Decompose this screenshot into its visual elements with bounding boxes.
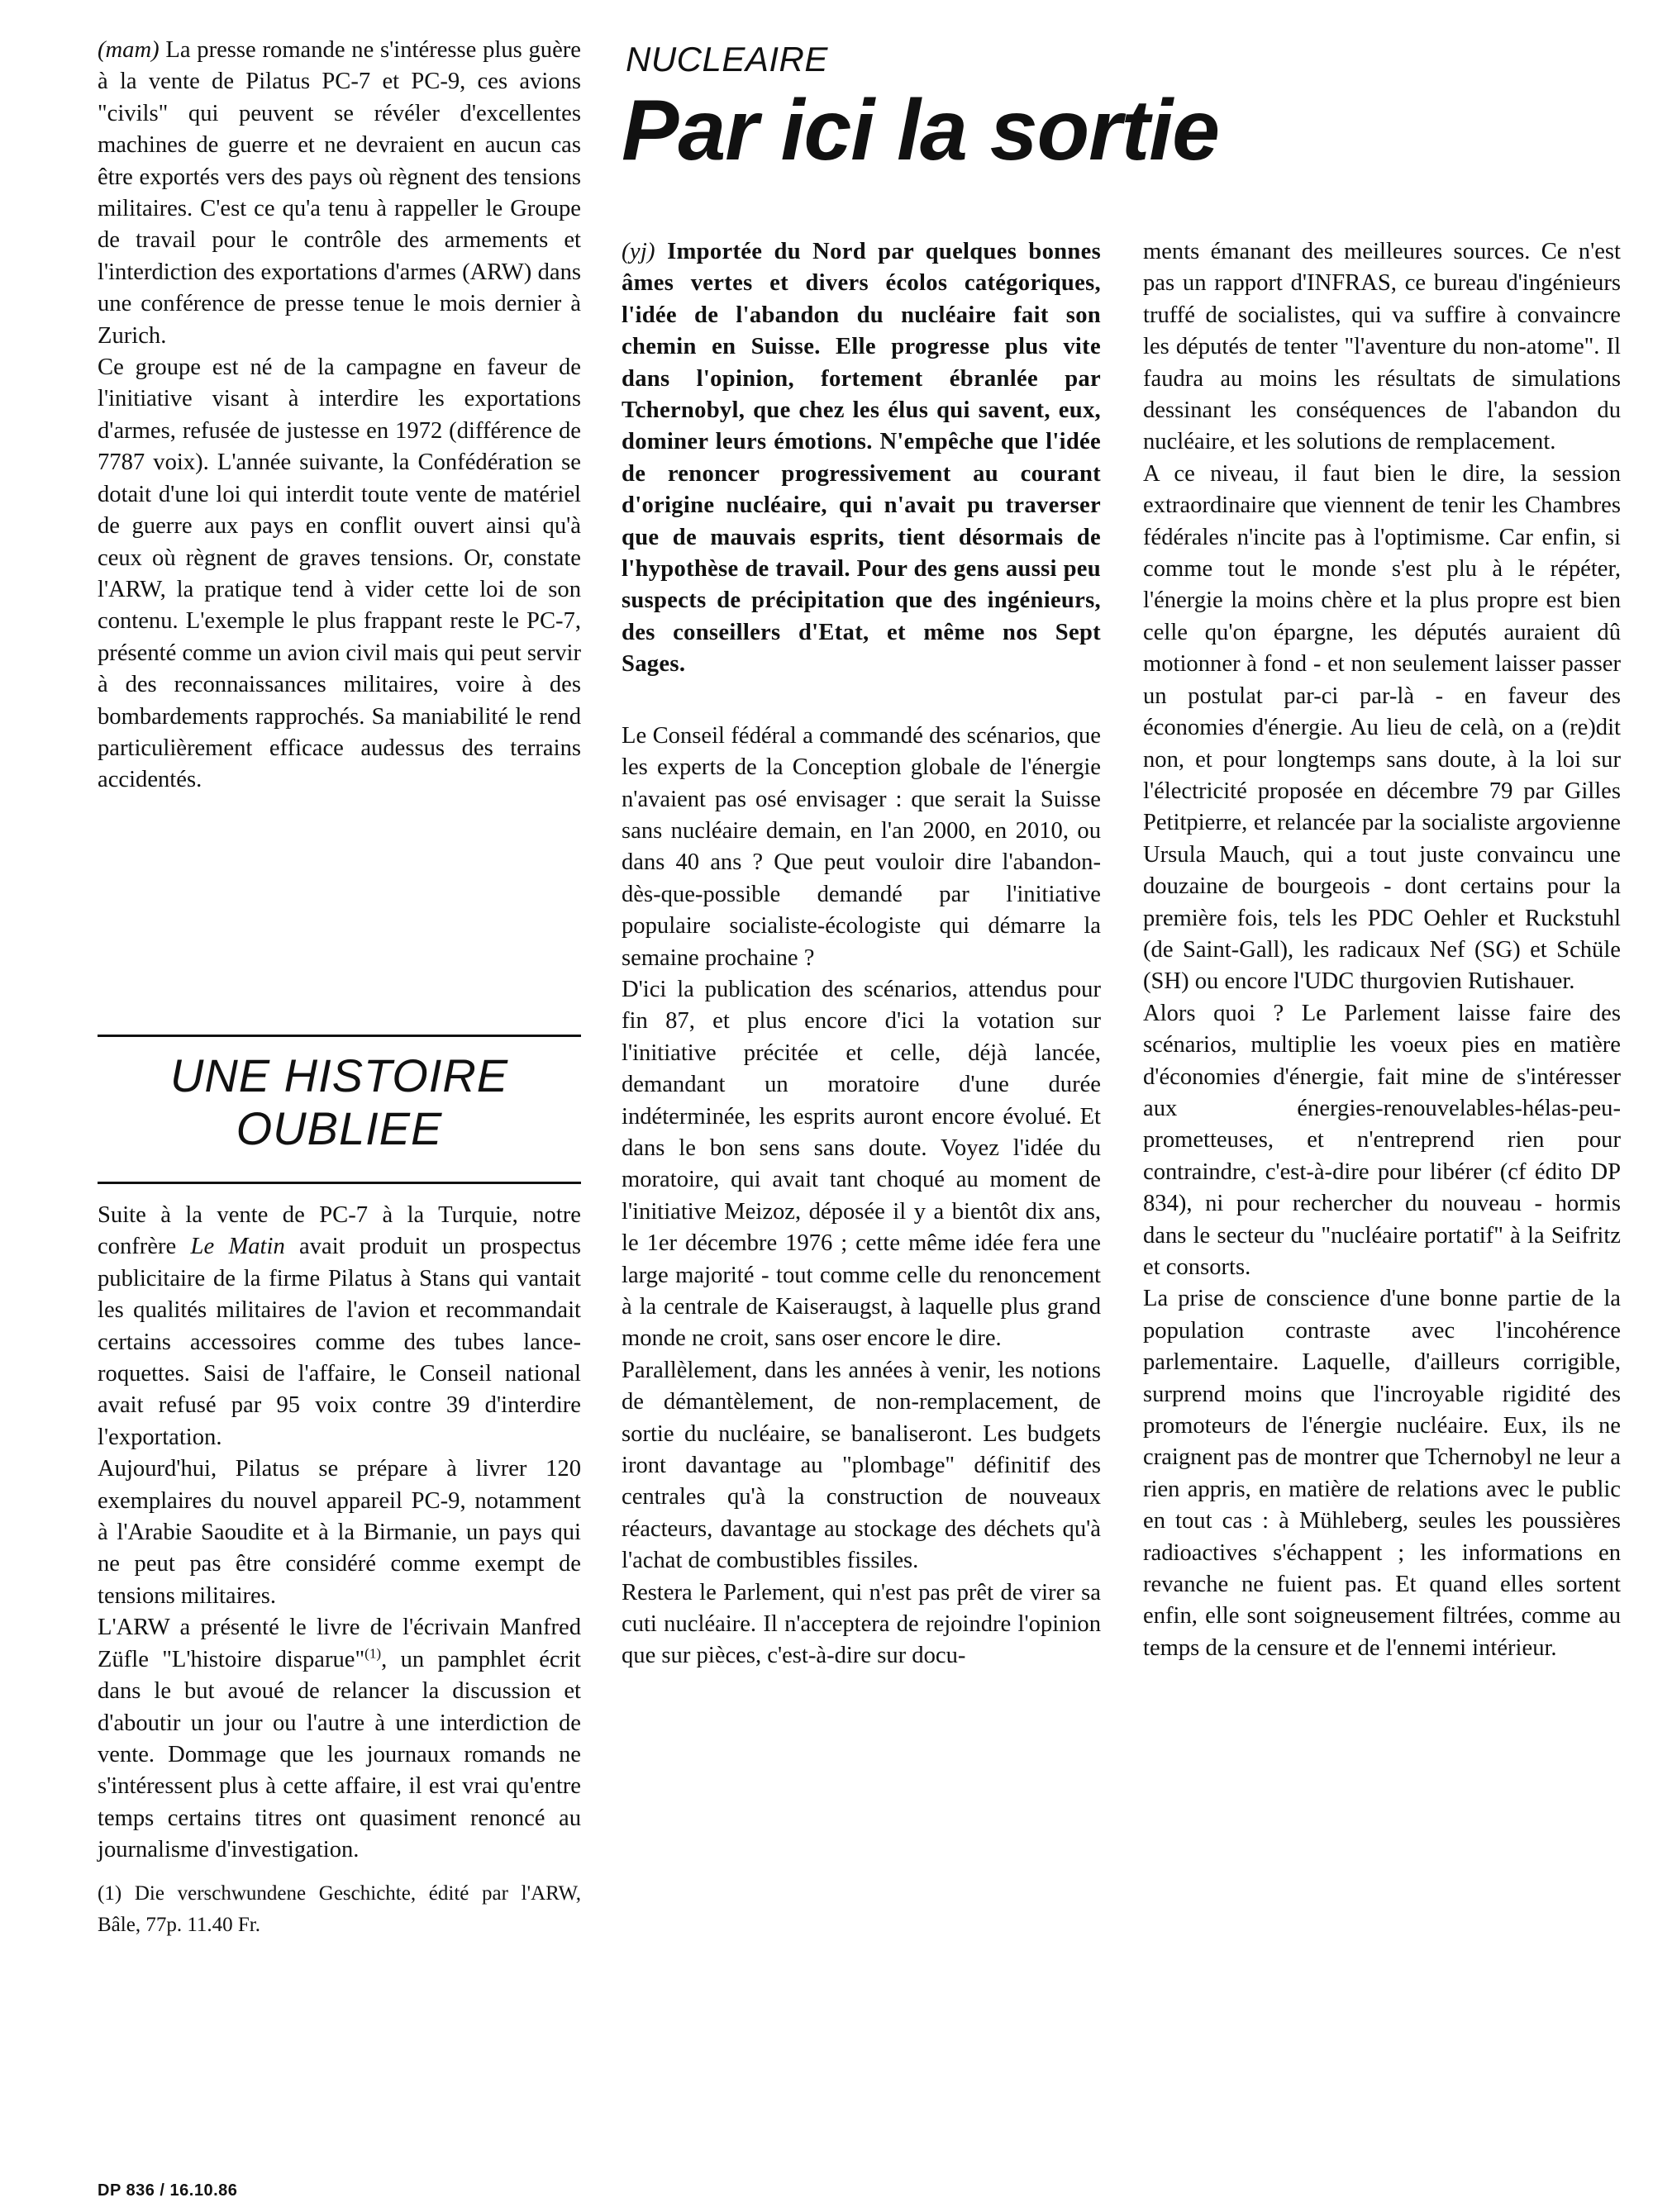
main-paragraph: Parallèlement, dans les années à venir, les notions de démantèlement, de non-remplacement, de sortie du nucléaire, se banaliseront. Les budgets iront davantage au "plombage" définitif des centrales qu'à la construction de nouveaux réacteurs, davantage au stockage des déchets qu'à l'achat de combustibles fissiles. [622, 1357, 1101, 1574]
left-article [98, 35, 581, 797]
box-paragraph: Aujourd'hui, Pilatus se prépare à livrer 120 exemplaires du nouvel appareil PC-9, notamment à l'Arabie Saoudite et à la Birmanie, un pays qui ne peut pas être considéré comme exempt de tensions militaires. [98, 1456, 581, 1609]
main-column-2 [1143, 236, 1621, 1664]
box-paragraph: Suite à la vente de PC-7 à la Turquie, notre confrère Le Matin avait produit un prospectus publicitaire de la firme Pilatus à Stans qui vantait les qualités militaires de l'avion et recommandait certains accessoires comme des tubes lance-roquettes. Saisi de l'affaire, le Conseil national avait refusé par 95 voix contre 39 d'interdire l'exportation. [98, 1202, 581, 1450]
main-paragraph: ments émanant des meilleures sources. Ce n'est pas un rapport d'INFRAS, ce bureau d'ingénieurs truffé de socialistes, qui va suffire à convaincre les députés de tenter "l'aventure du non-atome". Il faudra au moins les résultats de simulations dessinant les conséquences de l'abandon du nucléaire, et les solutions de remplacement. [1143, 239, 1621, 455]
box-title: UNE HISTOIRE OUBLIEE [169, 1049, 509, 1154]
lead-paragraph: (yj) Importée du Nord par quelques bonnes âmes vertes et divers écolos catégoriques, l'idée de l'abandon du nucléaire fait son chemin en Suisse. Elle progresse plus vite dans l'opinion, fortement ébranlée par Tchernobyl, que chez les élus qui savent, eux, dominer leurs émotions. N'empêche que l'idée de renoncer progressivement au courant d'origine nucléaire, qui n'avait pu traverser que de mauvais esprits, tient désormais de l'hypothèse de travail. Pour des gens aussi peu suspects de précipitation que des ingénieurs, des conseillers d'Etat, et même nos Sept Sages. [622, 239, 1101, 678]
main-paragraph: A ce niveau, il faut bien le dire, la session extraordinaire que viennent de tenir les Chambres fédérales n'incite pas à l'optimisme. Car enfin, si comme tout le monde s'est plu à le répéter, l'énergie la moins chère et la plus propre est bien celle qu'on épargne, les députés auraient dû motionner à fond - et non seulement laisser passer un postulat par-ci par-là - en faveur des économies d'énergie. Au lieu de celà, on a (re)dit non, et pour longtemps sans doute, à la loi sur l'électricité proposée en décembre 79 par Gilles Petitpierre, et relancée par la socialiste argovienne Ursula Mauch, qui a tout juste convaincu une douzaine de bourgeois - dont certains pour la première fois, tels les PDC Oehler et Ruckstuhl (de Saint-Gall), les radicaux Nef (SG) et Schüle (SH) ou encore l'UDC thurgovien Rutishauer. [1143, 460, 1621, 995]
footnote: (1) Die verschwundene Geschichte, édité par l'ARW, Bâle, 77p. 11.40 Fr. [98, 1881, 581, 1936]
box-paragraph: L'ARW a présenté le livre de l'écrivain Manfred Züfle "L'histoire disparue"$^{(1)}$, un pamphlet écrit dans le but avoué de relancer la discussion et d'aboutir un jour ou l'autre à une interdiction de vente. Dommage que les journaux romands ne s'intéressent plus à cette affaire, il est vrai qu'entre temps certains titres ont quasiment renoncé au journalisme d'investigation. [98, 1615, 581, 1863]
headline: Par ici la sortie [622, 83, 1219, 178]
newspaper-name: Le Matin [190, 1234, 285, 1260]
main-paragraph: Alors quoi ? Le Parlement laisse faire des scénarios, multiplie les voeux pies en matière d'économies d'énergie, fait mine de s'intéresser aux énergies-renouvelables-hélas-peu-prometteuses, et n'entreprend rien pour contraindre, c'est-à-dire pour libérer (cf édito DP 834), ni pour rechercher du nouveau - hormis dans le secteur du "nucléaire portatif" à la Seifritz et consorts. [1143, 1000, 1621, 1280]
divider-top [98, 1035, 581, 1037]
page-footer: DP 836 / 16.10.86 [98, 2181, 238, 2200]
main-paragraph: D'ici la publication des scénarios, attendus pour fin 87, et plus encore d'ici la votation sur l'initiative précitée et celle, déjà lancée, demandant un moratoire d'une durée indéterminée, les esprits auront encore évolué. Et dans le bon sens sans doute. Voyez l'idée du moratoire, qui avait tant choqué au moment de l'initiative Meizoz, déposée il y a bientôt dix ans, le 1er décembre 1976 ; cette même idée fera une large majorité - tout comme celle du renoncement à la centrale de Kaiseraugst, à laquelle plus grand monde ne croit, sans oser encore le dire. [622, 976, 1101, 1352]
footnote-ref: (1) [364, 1645, 382, 1662]
kicker: NUCLEAIRE [626, 40, 828, 78]
main-paragraph: La prise de conscience d'une bonne partie de la population contraste avec l'incohérence parlementaire. Laquelle, d'ailleurs corrigible, surprend moins que l'incroyable rigidité des promoteurs de l'énergie nucléaire. Eux, ils ne craignent pas de montrer que Tchernobyl ne leur a rien appris, en matière de relations avec le public en tout cas : à Mühleberg, seules les poussières radioactives s'échappent ; les informations en revanche ne fuient pas. Et quand elles sortent enfin, elle sont soigneusement filtrées, comme au temps de la censure et de l'ennemi intérieur. [1143, 1286, 1621, 1661]
author-initials: (yj) [622, 239, 655, 264]
author-initials: (mam) [98, 37, 160, 63]
left-article-paragraph: (mam) La presse romande ne s'intéresse plus guère à la vente de Pilatus PC-7 et PC-9, ces avions "civils" qui peuvent se révéler d'excellentes machines de guerre et ne devraient en aucun cas être exportés vers des pays où règnent des tensions militaires. C'est ce qu'a tenu à rappeller le Groupe de travail pour le contrôle des armements et l'interdiction des exportations d'armes (ARW) dans une conférence de presse tenue le mois dernier à Zurich. [98, 37, 581, 349]
main-paragraph: Le Conseil fédéral a commandé des scénarios, que les experts de la Conception globale de l'énergie n'avaient pas osé envisager : que serait la Suisse sans nucléaire demain, en l'an 2000, en 2010, ou dans 40 ans ? Que peut vouloir dire l'abandon-dès-que-possible demandé par l'initiative populaire socialiste-écologiste qui démarre la semaine prochaine ? [622, 722, 1101, 971]
left-article-paragraph: Ce groupe est né de la campagne en faveur de l'initiative visant à interdire les exportations d'armes, refusée de justesse en 1972 (différence de 7787 voix). L'année suivante, la Confédération se dotait d'une loi qui interdit toute vente de matériel de guerre aux pays en conflit ouvert ainsi qu'à ceux où règnent de graves tensions. Or, constate l'ARW, la pratique tend à vider cette loi de son contenu. L'exemple le plus frappant reste le PC-7, présenté comme un avion civil mais qui peut servir à des reconnaissances militaires, voire à des bombardements rapprochés. Sa maniabilité le rend particulièrement efficace audessus des terrains accidentés. [98, 354, 581, 793]
main-paragraph: Restera le Parlement, qui n'est pas prêt de virer sa cuti nucléaire. Il n'acceptera de rejoindre l'opinion que sur pièces, c'est-à-dire sur docu- [622, 1579, 1101, 1669]
main-column-1 [622, 236, 1101, 1672]
divider-bottom [98, 1182, 581, 1184]
box-article [98, 1200, 581, 1962]
